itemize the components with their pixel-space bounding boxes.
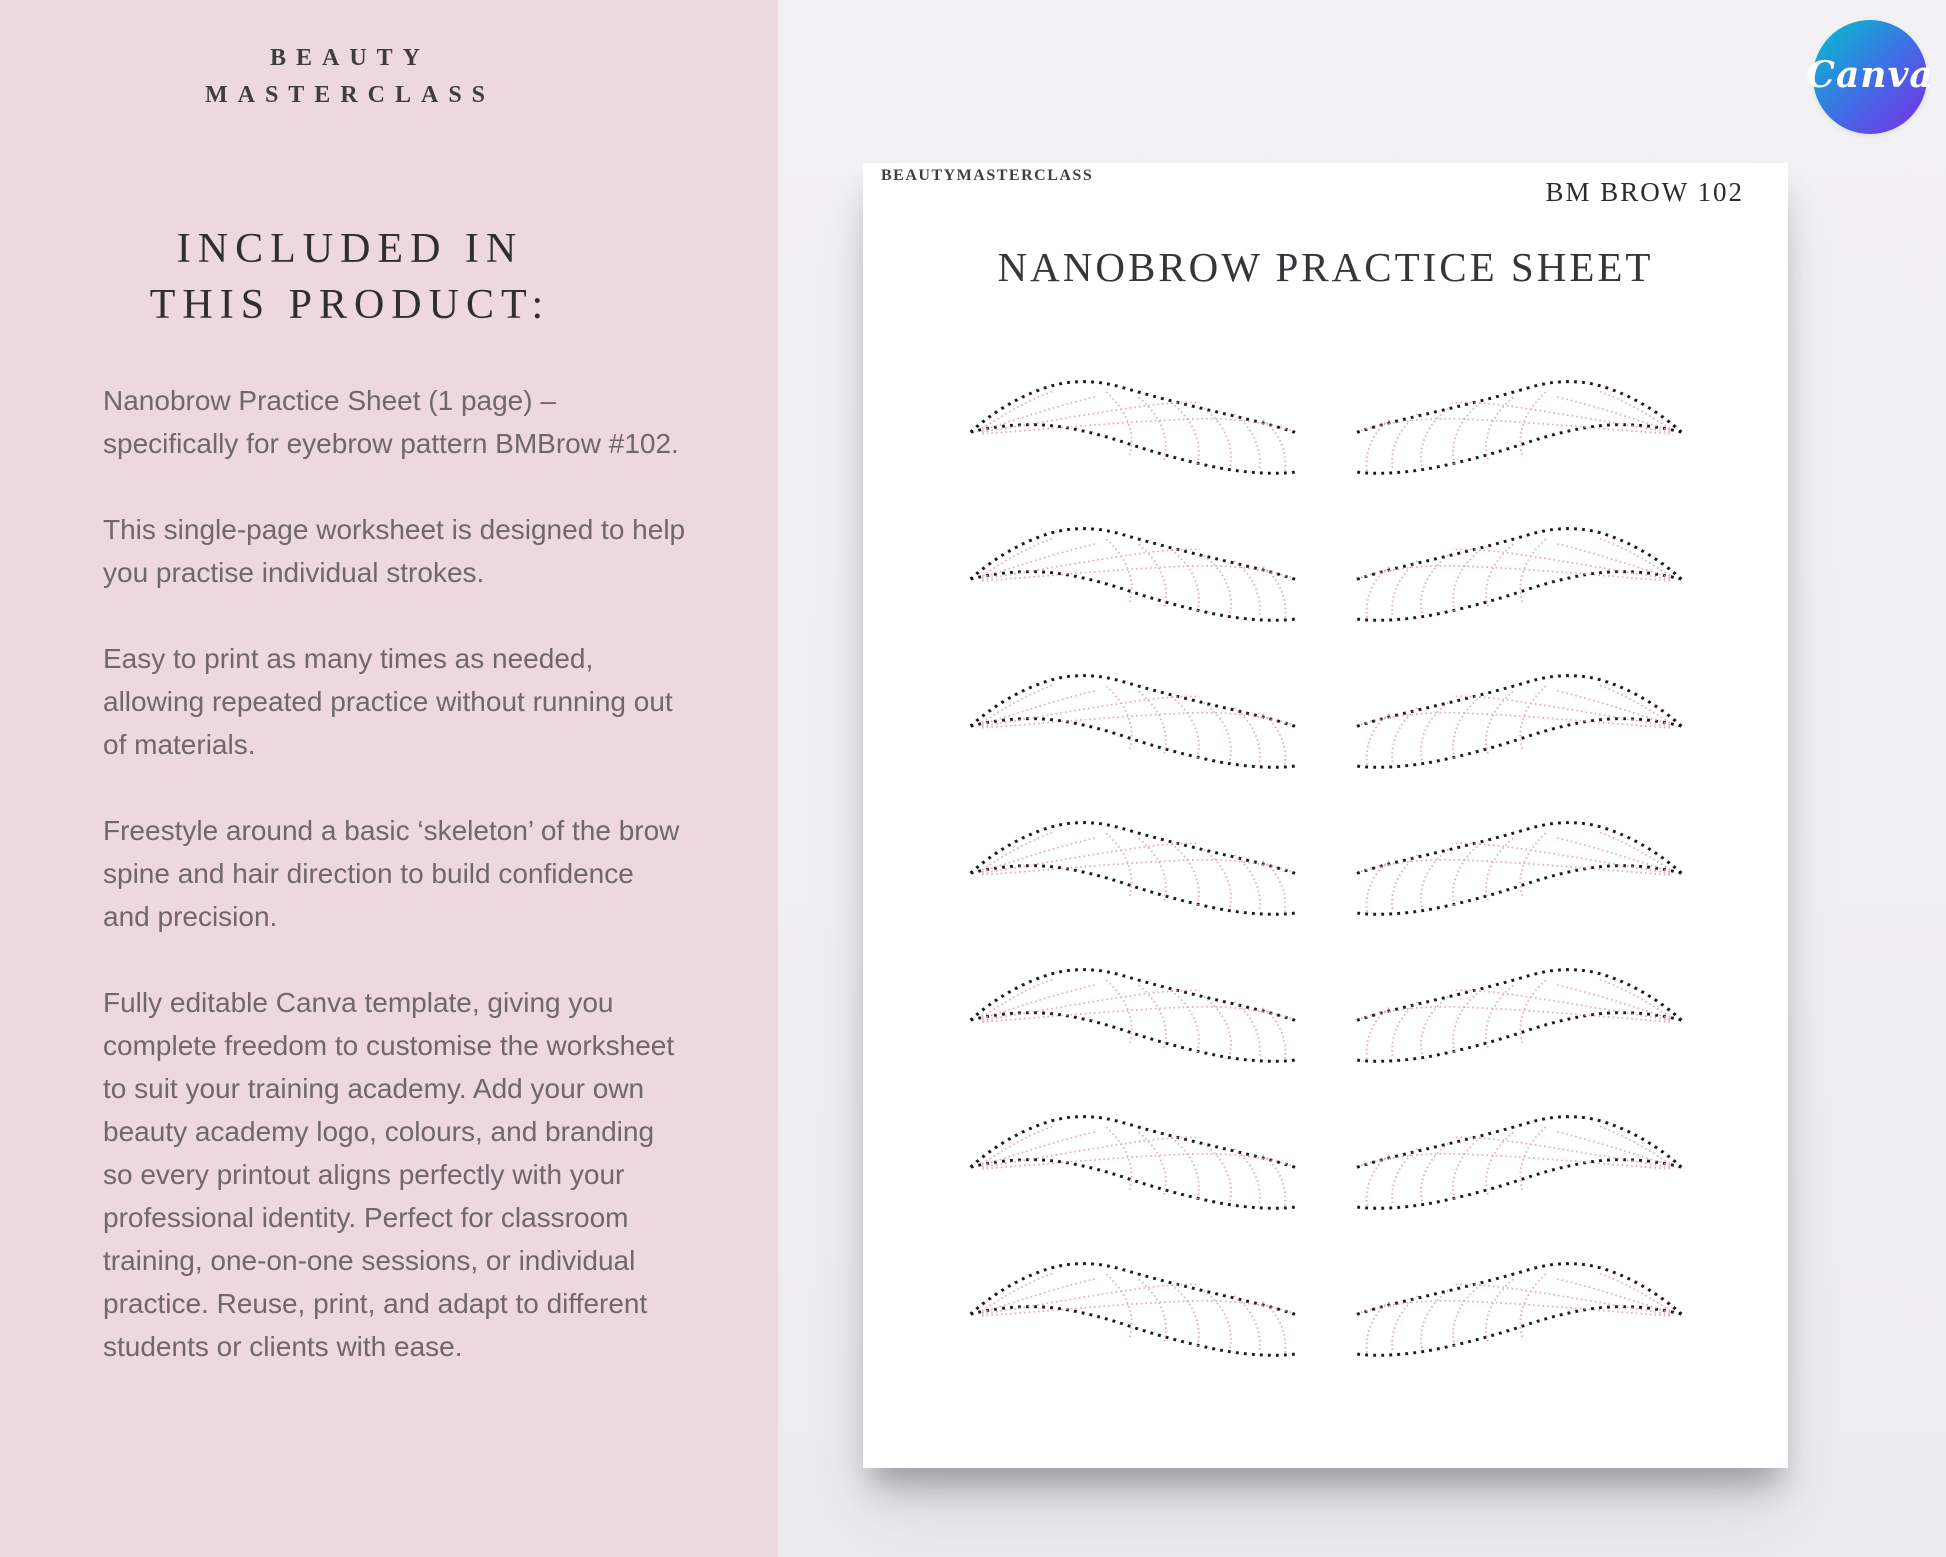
heading-line-1: INCLUDED IN <box>176 226 524 272</box>
eyebrow-pattern-left <box>963 667 1305 773</box>
practice-sheet <box>863 163 1788 1468</box>
eyebrow-pattern-left <box>963 373 1305 479</box>
eyebrow-pattern-left <box>963 814 1305 920</box>
eyebrow-pattern-left <box>963 1108 1305 1214</box>
canva-logo-text: Canva <box>1806 54 1934 96</box>
description-paragraph: This single-page worksheet is designed to help you practise individual strokes. <box>103 514 686 588</box>
brow-row <box>863 667 1788 814</box>
description-paragraph: Freestyle around a basic ‘skeleton’ of the brow spine and hair direction to build confidence and precision. <box>103 815 680 932</box>
brow-row <box>863 961 1788 1108</box>
left-info-panel <box>0 0 778 1557</box>
eyebrow-pattern-left <box>963 520 1305 626</box>
description-paragraph: Easy to print as many times as needed, allowing repeated practice without running out of materials. <box>103 643 673 760</box>
brow-row <box>863 373 1788 520</box>
brow-row <box>863 1108 1788 1255</box>
brand-line-1: BEAUTY <box>269 45 431 71</box>
eyebrow-pattern-right <box>1347 961 1689 1067</box>
brow-row <box>863 520 1788 667</box>
heading-line-2: THIS PRODUCT: <box>149 282 551 328</box>
included-heading <box>0 221 700 333</box>
sheet-brand-text: BEAUTYMASTERCLASS <box>881 167 1094 184</box>
description-paragraph: Fully editable Canva template, giving you complete freedom to customise the worksheet to suit your training academy. Add your own beauty academy logo, colours, and branding so every printout aligns perfectly with your professional identity. Perfect for classroom training, one-on-one sessions, or individual practice. Reuse, print, and adapt to different students or clients with ease. <box>103 987 675 1362</box>
brand-line-2: MASTERCLASS <box>204 82 496 109</box>
eyebrow-pattern-right <box>1347 520 1689 626</box>
sheet-title: NANOBROW PRACTICE SHEET <box>997 244 1654 290</box>
canva-logo-badge <box>1806 20 1934 134</box>
brand-text <box>0 40 700 114</box>
eyebrow-pattern-left <box>963 1255 1305 1361</box>
eyebrow-pattern-right <box>1347 1255 1689 1361</box>
description-paragraph: Nanobrow Practice Sheet (1 page) – specifically for eyebrow pattern BMBrow #102. <box>103 385 679 459</box>
eyebrow-pattern-right <box>1347 373 1689 479</box>
product-description <box>103 379 688 1411</box>
pattern-code-label: BM BROW 102 <box>1545 177 1744 207</box>
eyebrow-pattern-right <box>1347 667 1689 773</box>
eyebrow-pattern-right <box>1347 814 1689 920</box>
brow-row <box>863 814 1788 961</box>
eyebrow-pattern-left <box>963 961 1305 1067</box>
brow-grid <box>863 373 1788 1402</box>
eyebrow-pattern-right <box>1347 1108 1689 1214</box>
brow-row <box>863 1255 1788 1402</box>
